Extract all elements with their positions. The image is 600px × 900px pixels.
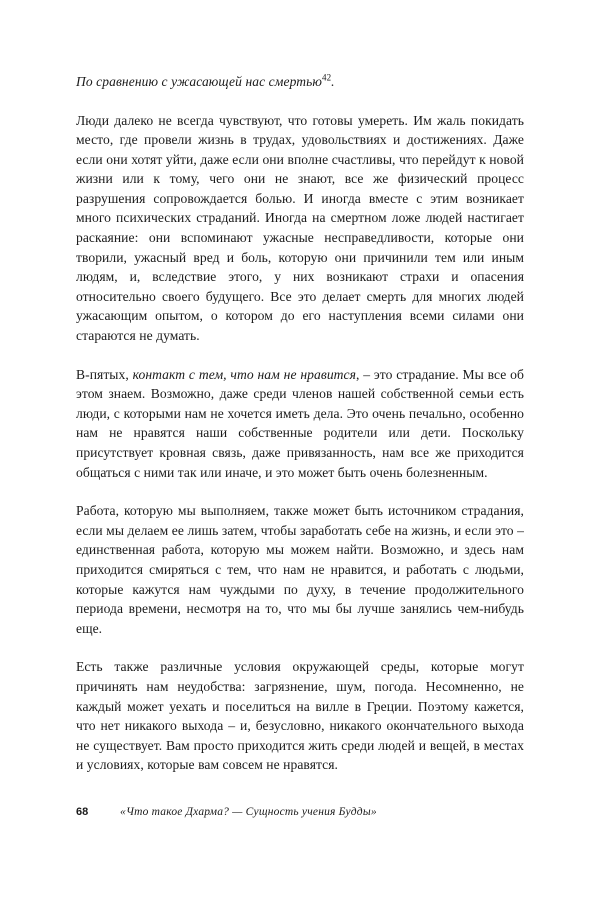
paragraph	[76, 111, 524, 346]
paragraph	[76, 657, 524, 775]
paragraph-run: Люди далеко не всегда чувствуют, что готовы умереть. Им жаль покидать место, где провели жизнь в трудах, удовольствиях и достижениях. Даже если они хотят уйти, даже если они вполне счастливы, что перейдут к новой жизни или к тому, чего они не знают, все же физический процесс разрушения сопровождается болью. И иногда вместе с этим возникает много психических страданий. Иногда на смертном ложе людей настигает раскаяние: они вспоминают ужасные несправедливости, которые они творили, ужасный вред и боль, которую они причинили тем или иным людям, и, вследствие этого, у них возникают страхи и опасения относительно своего будущего. Все это делает смерть для многих людей ужасающим опытом, о котором до его наступления всеми силами они стараются не думать.	[76, 112, 524, 344]
quote-line-text: По сравнению с ужасающей нас смертью	[76, 74, 322, 89]
paragraph	[76, 365, 524, 483]
footnote-marker: 42	[321, 72, 332, 83]
paragraph-run: , – это страдание. Мы все об этом знаем. Возможно, даже среди членов нашей собственной семьи есть люди, с которыми нам не хочется иметь дела. Это очень печально, особенно нам не нравятся наши собственные родители или дети. Поскольку присутствует кровная связь, даже привязанность, нам все же приходится общаться с ними так или иначе, и это может быть очень болезненным.	[76, 366, 524, 480]
paragraph-run: Работа, которую мы выполняем, также может быть источником страдания, если мы делаем ее лишь затем, чтобы заработать себе на жизнь, и если это – единственная работа, которую мы можем найти. Возможно, и здесь нам приходится смиряться с тем, что нам не нравится, и работать с людьми, которые кажутся нам чуждыми по духу, в течение продолжительного периода времени, несмотря на то, что мы бы лучше занялись чем-нибудь еще.	[76, 503, 524, 636]
paragraph-run: Есть также различные условия окружающей среды, которые могут причинять нам неудобства: загрязнение, шум, погода. Несомненно, не каждый может уехать и поселиться на вилле в Греции. Поэтому кажется, что нет никакого выхода – и, безусловно, никакого окончательного выхода не существует. Вам просто приходится жить среди людей и вещей, в местах и условиях, которые вам совсем не нравятся.	[76, 659, 524, 773]
footer-book-title: «Что такое Дхарма? — Сущность учения Будды»	[120, 806, 377, 818]
quote-line-trailing: .	[331, 74, 335, 89]
quote-line	[76, 72, 524, 92]
page-footer	[76, 806, 524, 818]
page-text-block	[76, 72, 524, 775]
paragraph	[76, 501, 524, 638]
page-number: 68	[76, 806, 89, 818]
paragraph-emphasis: контакт с тем, что нам не нравится	[132, 366, 356, 382]
paragraph-run: В-пятых,	[76, 366, 133, 382]
